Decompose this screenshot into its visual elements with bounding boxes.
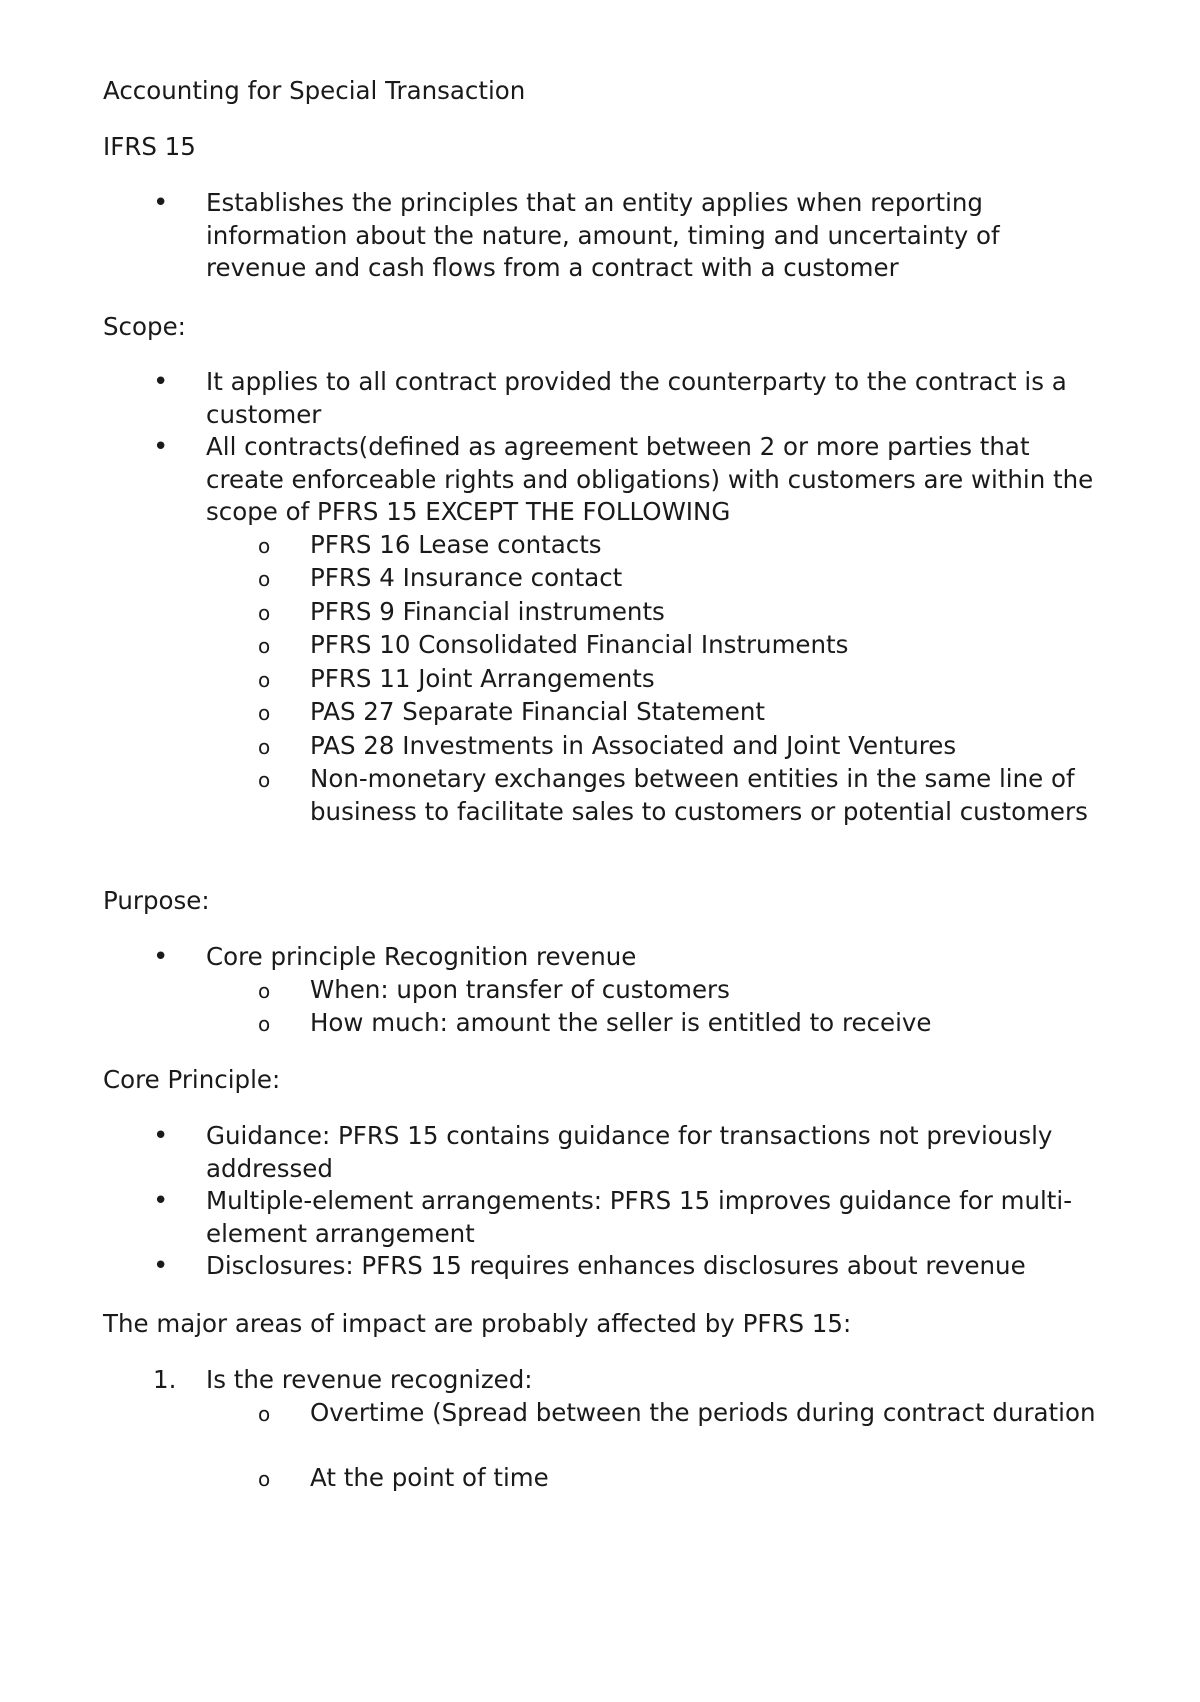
list-item [0,187,1200,285]
scope-list [0,366,1200,863]
sub-list-item-text: PFRS 4 Insurance contact [310,563,623,592]
sub-list-item [0,562,1200,596]
sub-list-item [0,529,1200,563]
sub-list-item-text: PAS 27 Separate Financial Statement [310,697,766,726]
purpose-list [0,941,1200,1041]
scope-heading: Scope: [103,312,186,341]
list-item [0,1185,1200,1250]
bullet-marker: • [153,942,169,972]
sub-list-item-text: PFRS 9 Financial instruments [310,596,665,626]
list-item-text: Core principle Recognition revenue [206,942,637,971]
list-item [0,431,1200,529]
circle-marker: o [258,701,271,725]
core-principle-list [0,1120,1200,1283]
list-item-text: All contracts(defined as agreement between 2 or more parties that create enforceable rights and obligations) with customers are within the scope of PFRS 15 EXCEPT THE FOLLOWING [206,432,1094,526]
circle-marker: o [258,567,271,591]
sub-list-item [0,596,1200,630]
list-item-text: Disclosures: PFRS 15 requires enhances disclosures about revenue [206,1251,1026,1280]
bullet-marker: • [153,367,169,397]
list-number: 1. [153,1365,177,1394]
list-item [0,366,1200,431]
list-item [0,1120,1200,1185]
list-item-text: Establishes the principles that an entity applies when reporting information about the nature, amount, timing and uncertainty of revenue and cash flows from a contract with a customer [206,188,1000,282]
ifrs-list [0,187,1200,285]
circle-marker: o [258,634,271,658]
list-item-text: It applies to all contract provided the counterparty to the contract is a customer [206,367,1067,429]
bullet-marker: • [153,432,169,462]
impact-list [0,1364,1200,1495]
circle-marker: o [258,1466,271,1491]
list-item-text: Is the revenue recognized: [206,1365,533,1394]
bullet-marker: • [153,1251,169,1281]
sub-list-item-text: Non-monetary exchanges between entities in the same line of business to facilitate sales to customers or potential customers [310,764,1088,826]
circle-marker: o [258,1401,271,1426]
sub-list-item [0,763,1200,863]
sub-list-item-text: When: upon transfer of customers [310,974,730,1004]
circle-marker: o [258,978,271,1003]
sub-list-item-text: At the point of time [310,1462,549,1492]
ifrs-heading: IFRS 15 [103,132,196,161]
circle-marker: o [258,533,271,558]
core-principle-heading: Core Principle: [103,1065,281,1094]
document-title: Accounting for Special Transaction [103,76,526,105]
list-item-text: Multiple-element arrangements: PFRS 15 improves guidance for multi-element arrangement [206,1186,1073,1248]
sub-list-item [0,629,1200,663]
sub-list-item-text: PFRS 11 Joint Arrangements [310,663,655,693]
numbered-item [0,1364,1200,1397]
circle-marker: o [258,600,271,625]
list-item [0,1250,1200,1283]
list-item-text: Guidance: PFRS 15 contains guidance for transactions not previously addressed [206,1121,1053,1183]
impact-heading: The major areas of impact are probably affected by PFRS 15: [103,1309,852,1338]
sub-list-item [0,663,1200,697]
sub-list-item [0,1397,1200,1462]
sub-list-item [0,1462,1200,1496]
sub-list-item-text: PAS 28 Investments in Associated and Joint Ventures [310,730,957,760]
circle-marker: o [258,768,271,792]
sub-list-item-text: PFRS 10 Consolidated Financial Instruments [310,630,849,659]
bullet-marker: • [153,188,169,218]
sub-list-item [0,730,1200,764]
purpose-heading: Purpose: [103,886,210,915]
sub-list-item-text: Overtime (Spread between the periods during contract duration [310,1397,1096,1427]
bullet-marker: • [153,1186,169,1216]
sub-list-item-text: PFRS 16 Lease contacts [310,529,602,559]
list-item [0,941,1200,974]
sub-list-item [0,974,1200,1008]
sub-list-item [0,1007,1200,1041]
circle-marker: o [258,1012,271,1036]
circle-marker: o [258,667,271,692]
sub-list-item [0,696,1200,730]
circle-marker: o [258,734,271,759]
sub-list-item-text: How much: amount the seller is entitled to receive [310,1008,932,1037]
bullet-marker: • [153,1121,169,1151]
